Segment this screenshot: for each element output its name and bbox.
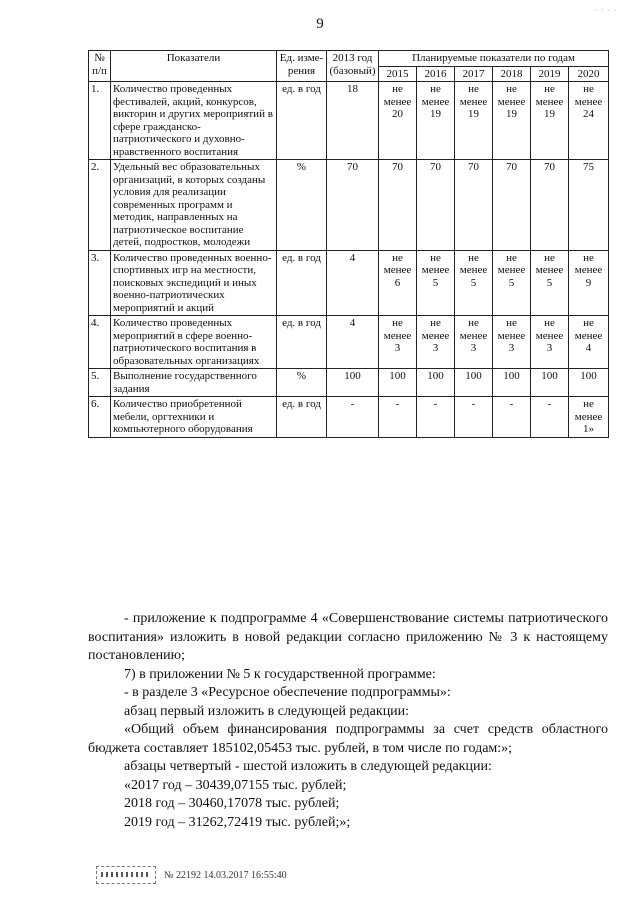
header-planned: Планируемые показатели по годам bbox=[379, 51, 609, 67]
indicator-name: Выполнение государственного задания bbox=[111, 369, 277, 397]
unit-cell: % bbox=[277, 160, 327, 251]
year-value: 100 bbox=[531, 369, 569, 397]
base-value: 70 bbox=[327, 160, 379, 251]
year-value: не менее 3 bbox=[379, 316, 417, 369]
header-num: № п/п bbox=[89, 51, 111, 82]
indicator-name: Количество проведенных фестивалей, акций, конкурсов, викторин и других мероприятий в сфере гражданско-патриотического и духовно-нравственного воспитания bbox=[111, 82, 277, 160]
year-value: не менее 9 bbox=[569, 250, 609, 316]
row-number: 3. bbox=[89, 250, 111, 316]
header-year: 2015 bbox=[379, 66, 417, 82]
table-row bbox=[89, 369, 609, 397]
indicator-name: Количество приобретенной мебели, оргтехники и компьютерного оборудования bbox=[111, 397, 277, 438]
year-value: не менее 24 bbox=[569, 82, 609, 160]
header-year: 2018 bbox=[493, 66, 531, 82]
year-value: не менее 3 bbox=[493, 316, 531, 369]
year-value: 70 bbox=[493, 160, 531, 251]
year-value: не менее 19 bbox=[531, 82, 569, 160]
base-value: 4 bbox=[327, 250, 379, 316]
row-number: 4. bbox=[89, 316, 111, 369]
table-row bbox=[89, 316, 609, 369]
paragraph: «Общий объем финансирования подпрограммы за счет средств областного бюджета составляет 185102,05453 тыс. рублей, в том числе по годам:»; bbox=[88, 722, 608, 756]
year-value: 70 bbox=[379, 160, 417, 251]
footer bbox=[96, 866, 287, 884]
year-value: не менее 3 bbox=[531, 316, 569, 369]
header-base-year: 2013 год (базовый) bbox=[327, 51, 379, 82]
paragraph: абзацы четвертый - шестой изложить в следующей редакции: bbox=[124, 759, 492, 774]
year-value: не менее 5 bbox=[531, 250, 569, 316]
header-year: 2020 bbox=[569, 66, 609, 82]
paragraph: - в разделе 3 «Ресурсное обеспечение подпрограммы»: bbox=[124, 685, 451, 700]
year-value: - bbox=[455, 397, 493, 438]
table-row bbox=[89, 397, 609, 438]
year-value: не менее 19 bbox=[493, 82, 531, 160]
year-value: 100 bbox=[569, 369, 609, 397]
year-value: не менее 6 bbox=[379, 250, 417, 316]
year-value: не менее 3 bbox=[455, 316, 493, 369]
base-value: 100 bbox=[327, 369, 379, 397]
row-number: 6. bbox=[89, 397, 111, 438]
base-value: 18 bbox=[327, 82, 379, 160]
year-value: 100 bbox=[455, 369, 493, 397]
header-year: 2016 bbox=[417, 66, 455, 82]
year-value: 70 bbox=[531, 160, 569, 251]
indicator-name: Удельный вес образовательных организаций, в которых созданы условия для реализации современных программ и методик, направленных на патриотическое воспитание детей, подростков, молодежи bbox=[111, 160, 277, 251]
year-value: не менее 5 bbox=[493, 250, 531, 316]
page-number: 9 bbox=[316, 16, 324, 32]
year-value: 75 bbox=[569, 160, 609, 251]
year-value: - bbox=[493, 397, 531, 438]
unit-cell: ед. в год bbox=[277, 250, 327, 316]
table-row bbox=[89, 250, 609, 316]
unit-cell: ед. в год bbox=[277, 316, 327, 369]
year-value: не менее 19 bbox=[417, 82, 455, 160]
header-year: 2019 bbox=[531, 66, 569, 82]
unit-cell: % bbox=[277, 369, 327, 397]
indicators-table bbox=[88, 50, 609, 438]
document-id: № 22192 14.03.2017 16:55:40 bbox=[164, 869, 287, 881]
unit-cell: ед. в год bbox=[277, 397, 327, 438]
row-number: 2. bbox=[89, 160, 111, 251]
year-value: не менее 4 bbox=[569, 316, 609, 369]
unit-cell: ед. в год bbox=[277, 82, 327, 160]
table-header-row bbox=[89, 51, 609, 67]
year-value: 70 bbox=[417, 160, 455, 251]
paragraph: абзац первый изложить в следующей редакции: bbox=[124, 703, 410, 719]
year-value: не менее 5 bbox=[455, 250, 493, 316]
base-value: 4 bbox=[327, 316, 379, 369]
corner-stamp-mark: · · · · bbox=[594, 6, 618, 15]
year-value: - bbox=[417, 397, 455, 438]
year-value: не менее 1» bbox=[569, 397, 609, 438]
year-value: - bbox=[531, 397, 569, 438]
paragraph: «2017 год – 30439,07155 тыс. рублей; bbox=[124, 777, 347, 793]
year-value: не менее 5 bbox=[417, 250, 455, 316]
year-value: 70 bbox=[455, 160, 493, 251]
header-indicator: Показатели bbox=[111, 51, 277, 82]
header-year: 2017 bbox=[455, 66, 493, 82]
base-value: - bbox=[327, 397, 379, 438]
row-number: 1. bbox=[89, 82, 111, 160]
year-value: - bbox=[379, 397, 417, 438]
indicator-name: Количество проведенных мероприятий в сфере военно-патриотического воспитания в образовательных организациях bbox=[111, 316, 277, 369]
indicator-name: Количество проведенных военно-спортивных игр на местности, поисковых экспедиций и иных военно-патриотических мероприятий и акций bbox=[111, 250, 277, 316]
header-unit: Ед. изме-рения bbox=[277, 51, 327, 82]
year-value: не менее 20 bbox=[379, 82, 417, 160]
year-value: 100 bbox=[417, 369, 455, 397]
paragraph: 2019 год – 31262,72419 тыс. рублей;»; bbox=[124, 814, 351, 830]
table-row bbox=[89, 160, 609, 251]
paragraph: 2018 год – 30460,17078 тыс. рублей; bbox=[124, 796, 340, 811]
barcode-stamp-icon bbox=[96, 866, 156, 884]
year-value: 100 bbox=[493, 369, 531, 397]
row-number: 5. bbox=[89, 369, 111, 397]
body-text bbox=[88, 610, 608, 832]
year-value: не менее 19 bbox=[455, 82, 493, 160]
year-value: не менее 3 bbox=[417, 316, 455, 369]
year-value: 100 bbox=[379, 369, 417, 397]
paragraph: 7) в приложении № 5 к государственной программе: bbox=[124, 666, 436, 682]
table-row bbox=[89, 82, 609, 160]
paragraph: - приложение к подпрограмме 4 «Совершенствование системы патриотического воспитания» изложить в новой редакции согласно приложению № 3 к настоящему постановлению; bbox=[88, 611, 608, 663]
